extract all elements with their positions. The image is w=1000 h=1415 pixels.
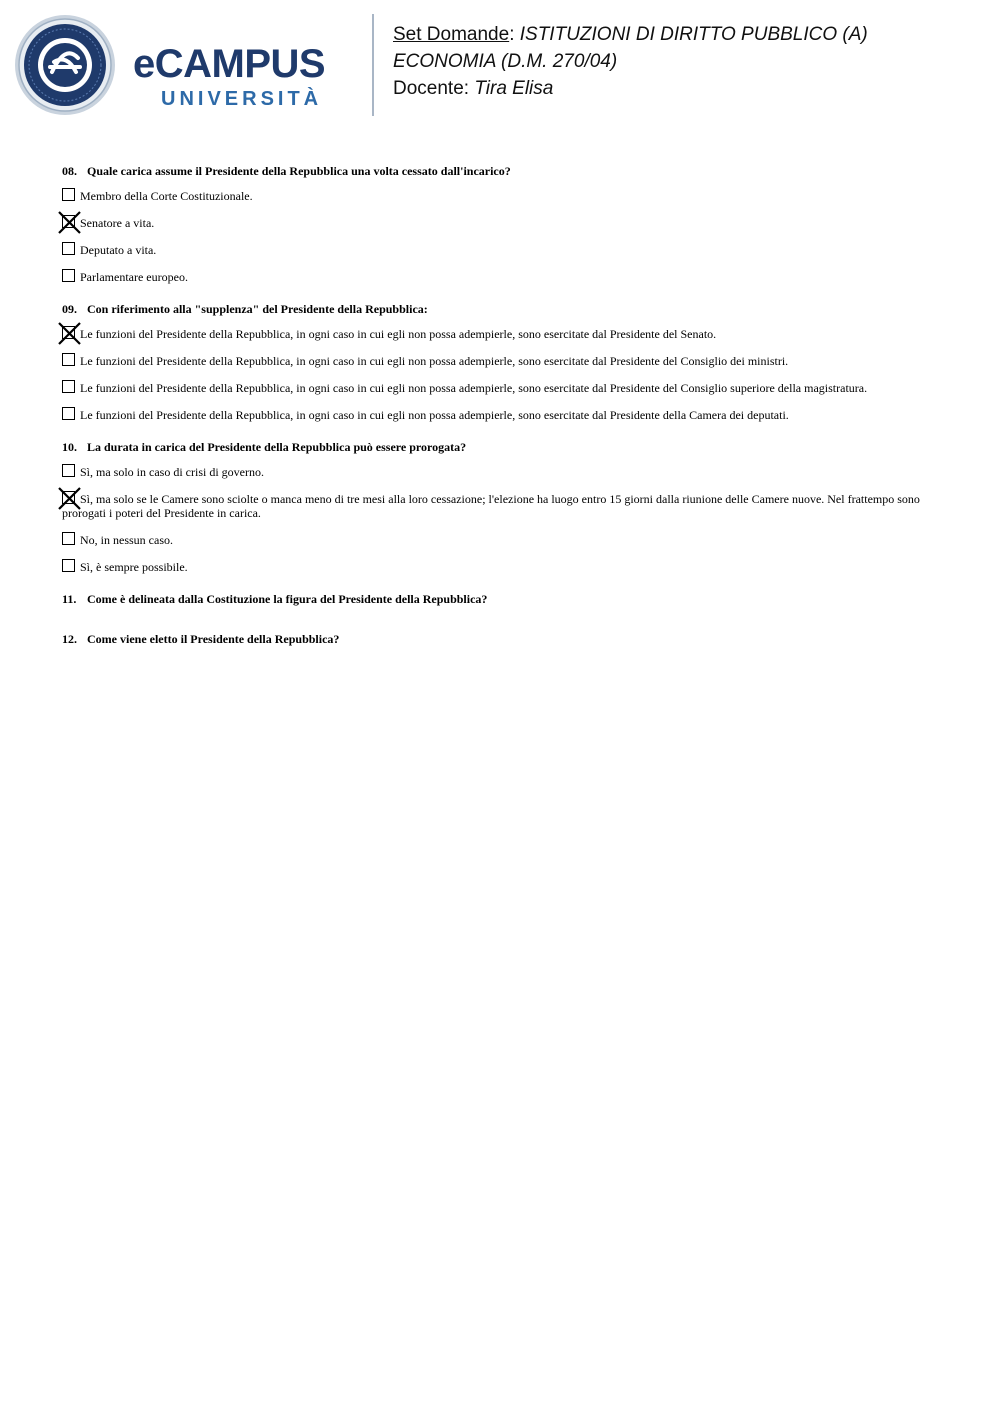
answer-option[interactable] <box>62 354 942 368</box>
question-title <box>62 631 942 647</box>
option-text: Le funzioni del Presidente della Repubblica, in ogni caso in cui egli non possa adempierle, sono esercitate dal Presidente della Camera dei deputati. <box>80 408 789 422</box>
course-name-line1: ISTITUZIONI DI DIRITTO PUBBLICO (A) <box>519 24 868 45</box>
teacher-label: Docente: <box>393 78 470 99</box>
option-text: Deputato a vita. <box>80 243 157 257</box>
question-number: 08. <box>62 164 77 178</box>
option-text: Sì, ma solo se le Camere sono sciolte o manca meno di tre mesi alla loro cessazione; l'elezione ha luogo entro 15 giorni dalla riunione delle Camere nuove. Nel frattempo sono prorogati i poteri del Presidente in carica. <box>62 492 920 520</box>
checkbox[interactable] <box>62 242 75 255</box>
cross-mark-icon <box>57 321 82 346</box>
checkbox[interactable] <box>62 269 75 282</box>
answer-option[interactable] <box>62 560 942 574</box>
question-number: 11. <box>62 592 77 606</box>
university-seal-logo <box>14 14 116 116</box>
option-text: No, in nessun caso. <box>80 533 173 547</box>
page-header <box>0 0 1000 130</box>
answer-option[interactable] <box>62 465 942 479</box>
questions-list <box>62 163 942 664</box>
option-text: Sì, è sempre possibile. <box>80 560 188 574</box>
brand-logo <box>133 40 358 114</box>
question-number: 09. <box>62 302 77 316</box>
option-text: Membro della Corte Costituzionale. <box>80 189 253 203</box>
option-text: Parlamentare europeo. <box>80 270 188 284</box>
answer-option[interactable] <box>62 327 942 341</box>
teacher-name: Tira Elisa <box>474 78 554 99</box>
checkbox[interactable] <box>62 559 75 572</box>
checkbox[interactable] <box>62 407 75 420</box>
question-09 <box>62 301 942 422</box>
answer-option[interactable] <box>62 408 942 422</box>
header-info <box>393 21 983 102</box>
question-text: Come viene eletto il Presidente della Repubblica? <box>87 632 340 646</box>
question-title <box>62 301 942 317</box>
brand-subtitle: UNIVERSITÀ <box>161 88 323 110</box>
question-text: Quale carica assume il Presidente della Repubblica una volta cessato dall'incarico? <box>87 164 511 178</box>
cross-mark-icon <box>57 486 82 511</box>
question-title <box>62 591 942 607</box>
answer-option[interactable] <box>62 270 942 284</box>
question-11 <box>62 591 942 607</box>
course-name-line2: ECONOMIA (D.M. 270/04) <box>393 51 618 72</box>
checkbox[interactable] <box>62 464 75 477</box>
question-text: Come è delineata dalla Costituzione la figura del Presidente della Repubblica? <box>87 592 488 606</box>
brand-name: eCAMPUS <box>133 42 326 86</box>
option-text: Sì, ma solo in caso di crisi di governo. <box>80 465 264 479</box>
option-text: Senatore a vita. <box>80 216 155 230</box>
option-text: Le funzioni del Presidente della Repubblica, in ogni caso in cui egli non possa adempierle, sono esercitate dal Presidente del Senato. <box>80 327 717 341</box>
option-text: Le funzioni del Presidente della Repubblica, in ogni caso in cui egli non possa adempierle, sono esercitate dal Presidente del Consiglio superiore della magistratura. <box>80 381 868 395</box>
answer-option[interactable] <box>62 216 942 230</box>
question-title <box>62 163 942 179</box>
question-title <box>62 439 942 455</box>
answer-option[interactable] <box>62 381 942 395</box>
question-text: La durata in carica del Presidente della Repubblica può essere prorogata? <box>87 440 467 454</box>
checkbox[interactable] <box>62 532 75 545</box>
answer-option[interactable] <box>62 533 942 547</box>
question-number: 10. <box>62 440 77 454</box>
question-number: 12. <box>62 632 77 646</box>
answer-option[interactable] <box>62 189 942 203</box>
teacher-line <box>393 75 983 102</box>
question-08 <box>62 163 942 284</box>
answer-option[interactable] <box>62 492 942 520</box>
checkbox[interactable] <box>62 188 75 201</box>
checkbox[interactable] <box>62 380 75 393</box>
question-10 <box>62 439 942 574</box>
cross-mark-icon <box>57 210 82 235</box>
answer-option[interactable] <box>62 243 942 257</box>
option-text: Le funzioni del Presidente della Repubblica, in ogni caso in cui egli non possa adempierle, sono esercitate dal Presidente del Consiglio dei ministri. <box>80 354 789 368</box>
checkbox[interactable] <box>62 353 75 366</box>
question-12 <box>62 631 942 647</box>
set-label: Set Domande <box>393 24 510 45</box>
header-divider <box>372 14 374 116</box>
course-title: Set Domande: ISTITUZIONI DI DIRITTO PUBBLICO (A) <box>393 24 868 45</box>
question-text: Con riferimento alla "supplenza" del Presidente della Repubblica: <box>87 302 428 316</box>
